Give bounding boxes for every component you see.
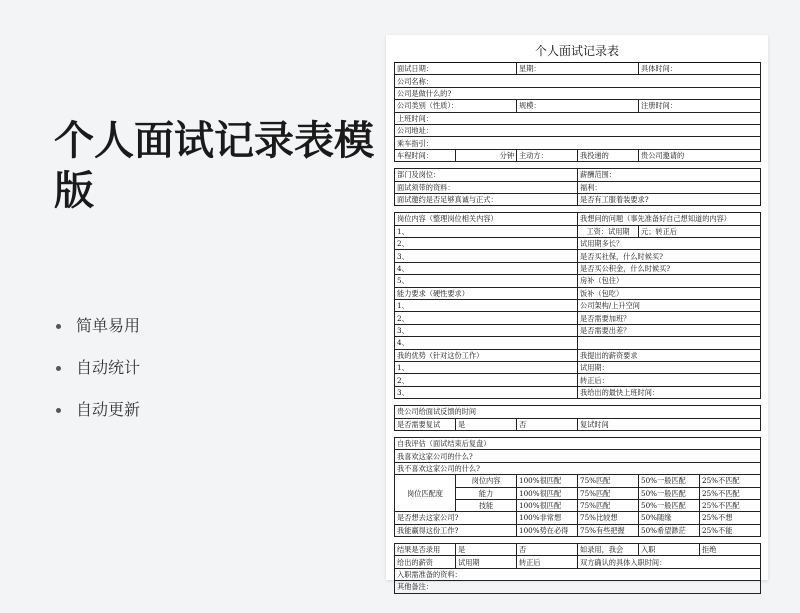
form-cell: 50%一般匹配 [639,475,700,487]
form-row [395,149,761,161]
spacer-cell [395,206,761,213]
form-cell: 25%不匹配 [700,475,761,487]
form-cell: 100%很匹配 [517,499,578,511]
form-row [395,512,761,524]
spacer-cell [395,399,761,406]
form-cell [578,337,761,349]
spacer-row [395,430,761,437]
form-sheet-preview [386,35,768,592]
form-row [395,225,761,237]
form-cell: 我给出的最快上班时间： [578,386,761,398]
feature-item [56,396,140,438]
form-cell: 50%一般匹配 [639,499,700,511]
form-row [395,275,761,287]
form-cell: 3、 [395,250,578,262]
spacer-cell [395,162,761,169]
form-cell: 工资：试用期 [578,225,639,237]
spacer-cell [395,537,761,544]
form-cell: 岗位内容（整理岗位相关内容） [395,213,578,225]
form-cell: 入职需准备的资料： [395,568,761,580]
form-row [395,386,761,398]
form-row [395,100,761,112]
form-row [395,556,761,568]
form-cell: 是 [456,418,517,430]
form-cell: 50%希望渺茫 [639,524,700,536]
form-cell: 25%不匹配 [700,499,761,511]
form-cell: 试用期： [578,361,761,373]
form-cell: 注册时间： [639,100,761,112]
form-cell: 75%匹配 [578,475,639,487]
form-row [395,250,761,262]
form-cell: 主动方： [517,149,578,161]
form-cell: 结果是否录用 [395,544,456,556]
spacer-row [395,206,761,213]
form-row [395,324,761,336]
form-cell: 房补（包住） [578,275,761,287]
form-cell: 3、 [395,386,578,398]
form-cell: 是否买社保，什么时候买? [578,250,761,262]
form-cell: 元；转正后 [639,225,761,237]
form-cell: 50%随缘 [639,512,700,524]
form-cell: 100%很匹配 [517,487,578,499]
form-cell: 能力要求（硬性要求） [395,287,578,299]
bullet-dot-icon [56,324,61,329]
form-cell: 是否想去这家公司? [395,512,517,524]
form-cell: 2、 [395,374,578,386]
form-cell: 5、 [395,275,578,287]
form-row [395,137,761,149]
form-cell: 上班时间： [395,112,761,124]
feature-label: 自动更新 [76,400,141,419]
form-cell: 饭补（包吃） [578,287,761,299]
form-row [395,349,761,361]
form-cell: 技能 [456,499,517,511]
form-cell: 4、 [395,337,578,349]
form-cell: 是 [456,544,517,556]
form-cell: 岗位内容 [456,475,517,487]
feature-item [56,354,140,396]
form-cell: 我能赢得这份工作? [395,524,517,536]
spacer-row [395,399,761,406]
spacer-row [395,162,761,169]
bullet-dot-icon [56,408,61,413]
form-row [395,87,761,99]
form-row [395,437,761,449]
form-row [395,287,761,299]
form-cell: 我提出的薪资要求 [578,349,761,361]
form-row [395,75,761,87]
feature-list [56,312,140,438]
form-row [395,462,761,474]
form-cell: 面试须带的资料： [395,181,578,193]
form-cell: 75%匹配 [578,499,639,511]
form-row [395,361,761,373]
form-cell: 我不喜欢这家公司的什么? [395,462,761,474]
spacer-cell [395,430,761,437]
form-row [395,337,761,349]
form-cell: 公司架构/上升空间 [578,300,761,312]
form-row [395,450,761,462]
form-cell: 公司类别（性质）： [395,100,517,112]
form-cell: 75%匹配 [578,487,639,499]
form-cell: 车程时间： [395,149,456,161]
form-cell: 转正后 [517,556,578,568]
form-cell: 75%比较想 [578,512,639,524]
form-cell: 具体时间： [639,63,761,75]
form-cell: 2、 [395,312,578,324]
form-cell: 公司名称： [395,75,761,87]
form-row [395,181,761,193]
form-row [395,193,761,205]
form-row [395,418,761,430]
form-row [395,406,761,418]
form-cell: 公司是做什么的? [395,87,761,99]
form-cell: 公司地址： [395,124,761,136]
form-cell: 给出的薪资 [395,556,456,568]
form-row [395,300,761,312]
form-cell: 否 [517,418,578,430]
form-cell: 分钟 [456,149,517,161]
form-cell: 面试日期： [395,63,517,75]
form-cell: 25%不想 [700,512,761,524]
form-cell: 自我评估（面试结束后复盘） [395,437,761,449]
form-cell: 我喜欢这家公司的什么? [395,450,761,462]
form-row [395,169,761,181]
form-cell: 星期： [517,63,639,75]
form-row [395,374,761,386]
form-cell: 贵公司给面试反馈的时间 [395,406,761,418]
form-cell: 25%不能 [700,524,761,536]
form-cell: 2、 [395,238,578,250]
form-cell: 拒绝 [700,544,761,556]
form-cell: 贵公司邀请的 [639,149,761,161]
form-cell: 能力 [456,487,517,499]
form-cell: 100%势在必得 [517,524,578,536]
promo-title: 个人面试记录表模版 [54,118,374,214]
sheet-title: 个人面试记录表 [534,44,619,58]
form-row [395,581,761,593]
spacer-row [395,537,761,544]
form-cell: 我投递的 [578,149,639,161]
form-cell: 1、 [395,300,578,312]
form-cell: 100%非常想 [517,512,578,524]
form-row [395,544,761,556]
form-cell: 薪酬范围： [578,169,761,181]
form-cell: 规模： [517,100,639,112]
form-row [395,475,761,487]
form-cell: 是否需要出差？ [578,324,761,336]
feature-item [56,312,140,354]
form-cell: 否 [517,544,578,556]
form-cell: 其他备注： [395,581,761,593]
form-row [395,312,761,324]
form-row [395,213,761,225]
form-cell: 是否有工服着装要求? [578,193,761,205]
form-cell: 入职 [639,544,700,556]
form-row [395,262,761,274]
form-row [395,568,761,580]
form-row [395,63,761,75]
form-cell: 75%有些把握 [578,524,639,536]
bullet-dot-icon [56,366,61,371]
form-cell: 面试邀约是否足够真诚与正式： [395,193,578,205]
form-cell: 部门及岗位： [395,169,578,181]
interview-form-table [394,62,761,594]
form-cell: 1、 [395,361,578,373]
form-row [395,112,761,124]
form-cell: 岗位匹配度 [395,475,456,512]
feature-label: 自动统计 [76,358,141,377]
form-cell: 如录用，我会 [578,544,639,556]
form-cell: 是否买公积金，什么时候买? [578,262,761,274]
form-cell: 是否需要加班？ [578,312,761,324]
form-cell: 是否需要复试 [395,418,456,430]
form-cell: 试用期多长？ [578,238,761,250]
form-cell: 100%很匹配 [517,475,578,487]
form-cell: 试用期 [456,556,517,568]
form-cell: 25%不匹配 [700,487,761,499]
form-cell: 1、 [395,225,578,237]
form-cell: 3、 [395,324,578,336]
form-cell: 复试时间 [578,418,761,430]
form-row [395,124,761,136]
form-cell: 50%一般匹配 [639,487,700,499]
form-cell: 转正后： [578,374,761,386]
feature-label: 简单易用 [76,316,141,335]
form-cell: 4、 [395,262,578,274]
form-cell: 我的优势（针对这份工作） [395,349,578,361]
form-cell: 双方确认的具体入职时间： [578,556,761,568]
form-cell: 乘车指引： [395,137,761,149]
form-cell: 我想问的问题（事先准备好自己想知道的内容） [578,213,761,225]
form-cell: 福利： [578,181,761,193]
form-row [395,238,761,250]
form-row [395,524,761,536]
